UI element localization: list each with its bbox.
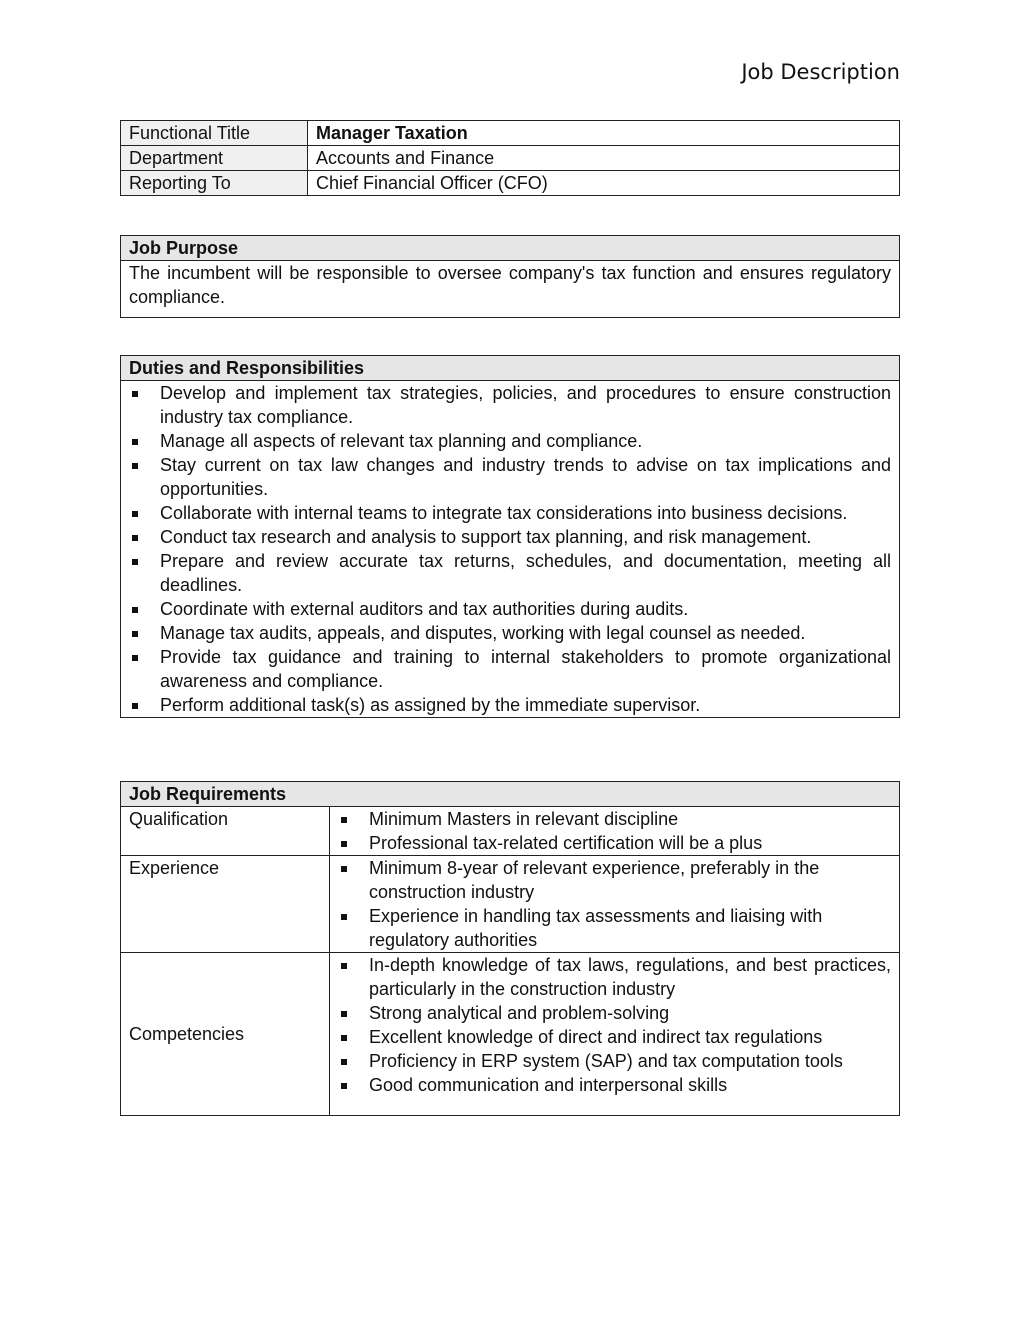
info-label: Department <box>121 146 308 171</box>
info-row-department <box>121 146 900 171</box>
list-item: Prepare and review accurate tax returns, schedules, and documentation, meeting all deadlines. <box>129 549 891 597</box>
job-purpose-text: The incumbent will be responsible to oversee company's tax function and ensures regulatory compliance. <box>121 261 900 318</box>
requirement-row-qualification <box>121 807 900 856</box>
list-item: In-depth knowledge of tax laws, regulations, and best practices, particularly in the construction industry <box>338 953 891 1001</box>
info-label: Functional Title <box>121 121 308 146</box>
info-value: Chief Financial Officer (CFO) <box>308 171 900 196</box>
list-item: Professional tax-related certification will be a plus <box>338 831 891 855</box>
info-value: Manager Taxation <box>308 121 900 146</box>
list-item: Conduct tax research and analysis to support tax planning, and risk management. <box>129 525 891 549</box>
list-item: Stay current on tax law changes and industry trends to advise on tax implications and opportunities. <box>129 453 891 501</box>
list-item: Good communication and interpersonal skills <box>338 1073 891 1097</box>
requirement-label: Experience <box>121 856 330 953</box>
experience-list <box>338 856 891 952</box>
list-item: Provide tax guidance and training to internal stakeholders to promote organizational awareness and compliance. <box>129 645 891 693</box>
list-item: Coordinate with external auditors and tax authorities during audits. <box>129 597 891 621</box>
document-header-title: Job Description <box>741 60 900 84</box>
duties-table <box>120 355 900 718</box>
duties-list <box>129 381 891 717</box>
competencies-list <box>338 953 891 1097</box>
qualification-list <box>338 807 891 855</box>
list-item: Proficiency in ERP system (SAP) and tax computation tools <box>338 1049 891 1073</box>
duties-heading: Duties and Responsibilities <box>121 356 900 381</box>
info-row-reporting-to <box>121 171 900 196</box>
requirement-row-experience <box>121 856 900 953</box>
list-item: Manage tax audits, appeals, and disputes, working with legal counsel as needed. <box>129 621 891 645</box>
list-item: Minimum 8-year of relevant experience, preferably in the construction industry <box>338 856 891 904</box>
info-row-functional-title <box>121 121 900 146</box>
requirements-table <box>120 781 900 1116</box>
info-value: Accounts and Finance <box>308 146 900 171</box>
list-item: Minimum Masters in relevant discipline <box>338 807 891 831</box>
job-purpose-table <box>120 235 900 318</box>
list-item: Perform additional task(s) as assigned by the immediate supervisor. <box>129 693 891 717</box>
job-info-table <box>120 120 900 196</box>
list-item: Strong analytical and problem-solving <box>338 1001 891 1025</box>
list-item: Collaborate with internal teams to integrate tax considerations into business decisions. <box>129 501 891 525</box>
list-item: Experience in handling tax assessments and liaising with regulatory authorities <box>338 904 891 952</box>
job-purpose-heading: Job Purpose <box>121 236 900 261</box>
requirement-label: Competencies <box>121 953 330 1116</box>
requirement-row-competencies <box>121 953 900 1116</box>
requirements-heading: Job Requirements <box>121 782 900 807</box>
requirement-label: Qualification <box>121 807 330 856</box>
list-item: Develop and implement tax strategies, policies, and procedures to ensure construction industry tax compliance. <box>129 381 891 429</box>
info-label: Reporting To <box>121 171 308 196</box>
list-item: Excellent knowledge of direct and indirect tax regulations <box>338 1025 891 1049</box>
list-item: Manage all aspects of relevant tax planning and compliance. <box>129 429 891 453</box>
